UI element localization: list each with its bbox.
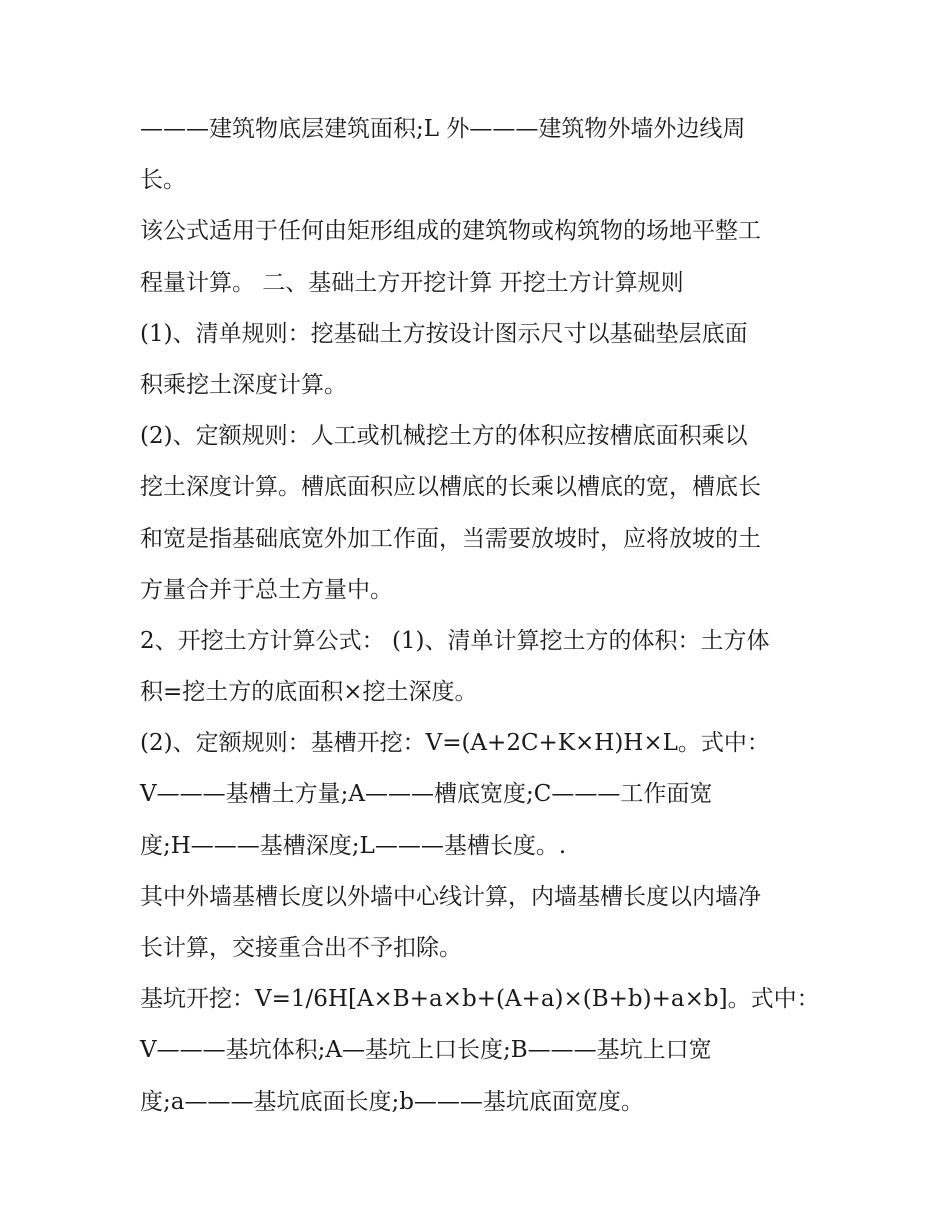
- text-line: 该公式适用于任何由矩形组成的建筑物或构筑物的场地平整工: [140, 218, 761, 245]
- text-line: 挖土深度计算。槽底面积应以槽底的长乘以槽底的宽，槽底长: [140, 474, 761, 501]
- text-line: 程量计算。 二、基础土方开挖计算 开挖土方计算规则: [140, 269, 684, 296]
- text-line: (1)、清单规则：挖基础土方按设计图示尺寸以基础垫层底面: [140, 320, 748, 347]
- text-line: ———建筑物底层建筑面积;L 外———建筑物外墙外边线周: [140, 116, 746, 142]
- text-line: 长。: [140, 167, 186, 194]
- text-line: V———基槽土方量;A———槽底宽度;C———工作面宽: [140, 781, 713, 808]
- text-line: 方量合并于总土方量中。: [140, 576, 393, 603]
- text-line: 其中外墙基槽长度以外墙中心线计算，内墙基槽长度以内墙净: [140, 883, 761, 910]
- text-line: 积乘挖土深度计算。: [140, 371, 347, 398]
- text-line: V———基坑体积;A—基坑上口长度;B———基坑上口宽: [140, 1037, 712, 1064]
- text-line: 2、开挖土方计算公式： (1)、清单计算挖土方的体积：土方体: [140, 627, 770, 654]
- text-line: 度;H———基槽深度;L———基槽长度。.: [140, 832, 567, 859]
- text-line: (2)、定额规则：人工或机械挖土方的体积应按槽底面积乘以: [140, 423, 748, 450]
- text-line: 度;a———基坑底面长度;b———基坑底面宽度。: [140, 1088, 644, 1115]
- document-body: [140, 104, 830, 1128]
- text-line: 长计算，交接重合出不予扣除。: [140, 935, 462, 961]
- text-line: (2)、定额规则：基槽开挖：V=(A+2C+K×H)H×L。式中：: [140, 730, 770, 757]
- text-line: 和宽是指基础底宽外加工作面，当需要放坡时，应将放坡的土: [140, 525, 761, 552]
- text-line: 基坑开挖：V=1/6H[A×B+a×b+(A+a)×(B+b)+a×b]。式中：: [140, 986, 820, 1013]
- text-line: 积=挖土方的底面积×挖土深度。: [140, 679, 478, 706]
